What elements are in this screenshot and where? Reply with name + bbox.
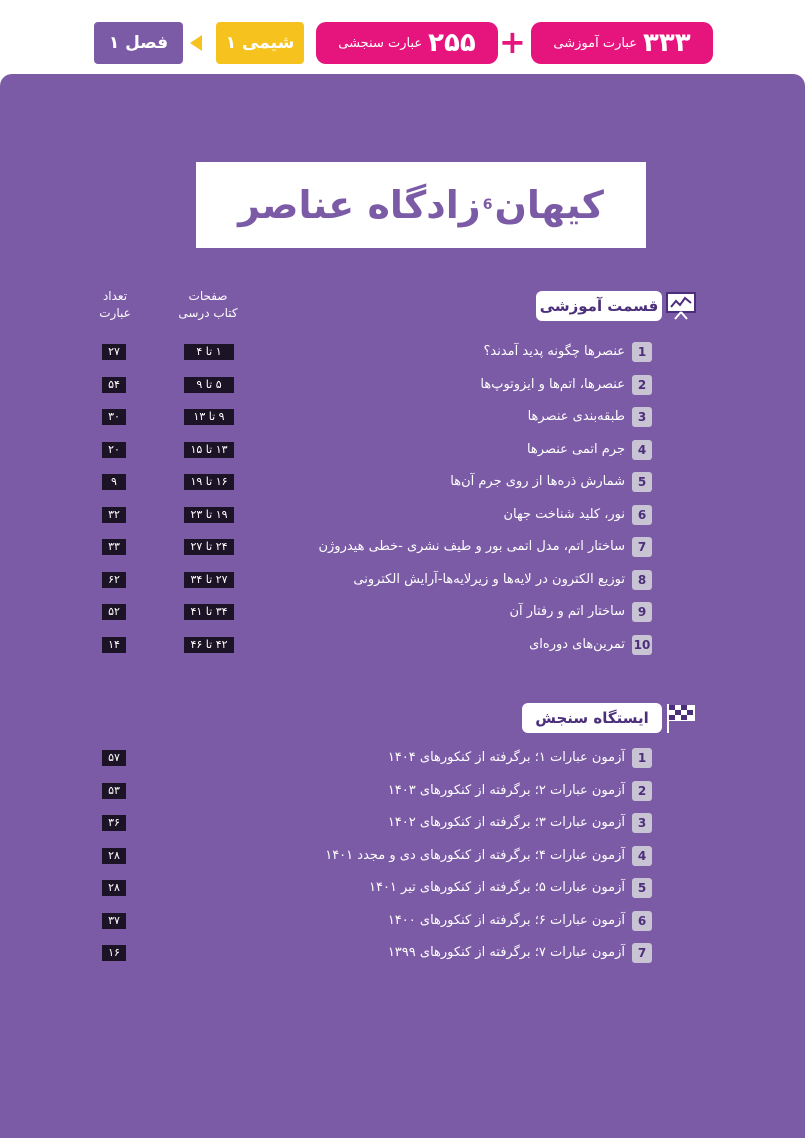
list-item (0, 440, 805, 462)
item-count: ۲۸ (102, 848, 126, 864)
item-title: ساختار اتم و رفتار آن (509, 604, 625, 619)
item-count: ۳۶ (102, 815, 126, 831)
item-pages: ۱۹ تا ۲۳ (184, 507, 234, 523)
item-title: طبقه‌بندی عنصرها (527, 409, 625, 424)
list-item (0, 342, 805, 364)
item-number: 7 (632, 943, 652, 963)
list-item (0, 911, 805, 933)
item-count: ۱۶ (102, 945, 126, 961)
item-title: آزمون عبارات ۶؛ برگرفته از کنکورهای ۱۴۰۰ (387, 912, 625, 928)
list-item (0, 635, 805, 657)
pages-header-line1: صفحات (188, 289, 228, 303)
item-title: شمارش ذره‌ها از روی جرم آن‌ها (450, 474, 625, 489)
presentation-board-icon (664, 290, 698, 320)
item-number: 5 (632, 878, 652, 898)
item-pages: ۴۲ تا ۴۶ (184, 637, 234, 653)
item-number: 3 (632, 407, 652, 427)
item-count: ۵۷ (102, 750, 126, 766)
list-item (0, 570, 805, 592)
item-pages: ۱۶ تا ۱۹ (184, 474, 234, 490)
item-title: عنصرها چگونه پدید آمدند؟ (483, 344, 625, 359)
list-item (0, 472, 805, 494)
item-number: 7 (632, 537, 652, 557)
test-count: ۲۵۵ (428, 28, 476, 58)
item-title: آزمون عبارات ۷؛ برگرفته از کنکورهای ۱۳۹۹ (387, 945, 625, 960)
item-count: ۲۰ (102, 442, 126, 458)
list-item (0, 537, 805, 559)
plus-sign: + (499, 23, 526, 61)
list-item (0, 846, 805, 868)
title-part1: کیهان (494, 183, 604, 227)
subject-badge: شیمی ۱ (216, 22, 304, 64)
test-label: عبارت سنجشی (338, 35, 423, 51)
list-item (0, 943, 805, 965)
item-title: نور، کلید شناخت جهان (503, 506, 625, 522)
edu-label: عبارت آموزشی (553, 35, 637, 51)
count-column-header (70, 288, 160, 322)
item-count: ۱۴ (102, 637, 126, 653)
list-item (0, 813, 805, 835)
edu-count: ۳۳۳ (643, 28, 691, 58)
item-count: ۵۳ (102, 783, 126, 799)
item-count: ۵۲ (102, 604, 126, 620)
item-number: 1 (632, 342, 652, 362)
pages-header-line2: کتاب درسی (178, 306, 238, 320)
item-count: ۲۸ (102, 880, 126, 896)
list-item (0, 602, 805, 624)
item-count: ۳۰ (102, 409, 126, 425)
item-title: توزیع الکترون در لایه‌ها و زیرلایه‌ها-آرایش الکترونی (353, 571, 625, 587)
item-count: ۳۲ (102, 507, 126, 523)
item-count: ۳۳ (102, 539, 126, 555)
item-pages: ۱ تا ۴ (184, 344, 234, 360)
title-sub: 6 (482, 197, 493, 213)
item-count: ۹ (102, 474, 126, 490)
item-number: 6 (632, 911, 652, 931)
item-number: 4 (632, 440, 652, 460)
item-count: ۵۴ (102, 377, 126, 393)
item-title: آزمون عبارات ۱؛ برگرفته از کنکورهای ۱۴۰۴ (387, 750, 625, 765)
item-pages: ۲۷ تا ۳۴ (184, 572, 234, 588)
list-item (0, 781, 805, 803)
item-title: آزمون عبارات ۴؛ برگرفته از کنکورهای دی و مجدد ۱۴۰۱ (325, 847, 625, 863)
checkered-flag-icon (664, 702, 698, 734)
item-number: 2 (632, 781, 652, 801)
list-item (0, 878, 805, 900)
list-item (0, 407, 805, 429)
item-number: 8 (632, 570, 652, 590)
item-number: 2 (632, 375, 652, 395)
count-header-line1: تعداد (102, 289, 128, 303)
item-title: عنصرها، اتم‌ها و ایزوتوپ‌ها (480, 376, 625, 392)
item-title: تمرین‌های دوره‌ای (529, 636, 625, 652)
item-pages: ۳۴ تا ۴۱ (184, 604, 234, 620)
item-number: 10 (632, 635, 652, 655)
item-count: ۳۷ (102, 913, 126, 929)
education-heading: قسمت آموزشی (536, 291, 662, 321)
item-number: 1 (632, 748, 652, 768)
item-count: ۲۷ (102, 344, 126, 360)
title-part2: زادگاه عناصر (238, 183, 481, 227)
assessment-heading: ایستگاه سنجش (522, 703, 662, 733)
item-count: ۶۲ (102, 572, 126, 588)
item-title: ساختار اتم، مدل اتمی بور و طیف نشری ‌-خطی هیدروژن (318, 539, 625, 554)
test-count-badge (316, 22, 498, 64)
item-number: 9 (632, 602, 652, 622)
list-item (0, 505, 805, 527)
count-header-line2: عبارت (99, 306, 131, 320)
pages-column-header (163, 288, 253, 322)
item-number: 6 (632, 505, 652, 525)
item-pages: ۵ تا ۹ (184, 377, 234, 393)
chapter-title (196, 162, 646, 248)
item-title: جرم اتمی عنصرها (526, 441, 625, 457)
item-number: 4 (632, 846, 652, 866)
breadcrumb-arrow-icon (190, 35, 202, 51)
item-title: آزمون عبارات ۵؛ برگرفته از کنکورهای تیر ۱۴۰۱ (368, 880, 625, 895)
item-number: 3 (632, 813, 652, 833)
item-pages: ۱۳ تا ۱۵ (184, 442, 234, 458)
item-title: آزمون عبارات ۳؛ برگرفته از کنکورهای ۱۴۰۲ (387, 815, 625, 830)
list-item (0, 748, 805, 770)
item-pages: ۲۴ تا ۲۷ (184, 539, 234, 555)
item-number: 5 (632, 472, 652, 492)
item-title: آزمون عبارات ۲؛ برگرفته از کنکورهای ۱۴۰۳ (387, 782, 625, 798)
edu-count-badge (531, 22, 713, 64)
item-pages: ۹ تا ۱۳ (184, 409, 234, 425)
header-bar (0, 0, 805, 74)
chapter-badge: فصل ۱ (94, 22, 183, 64)
list-item (0, 375, 805, 397)
